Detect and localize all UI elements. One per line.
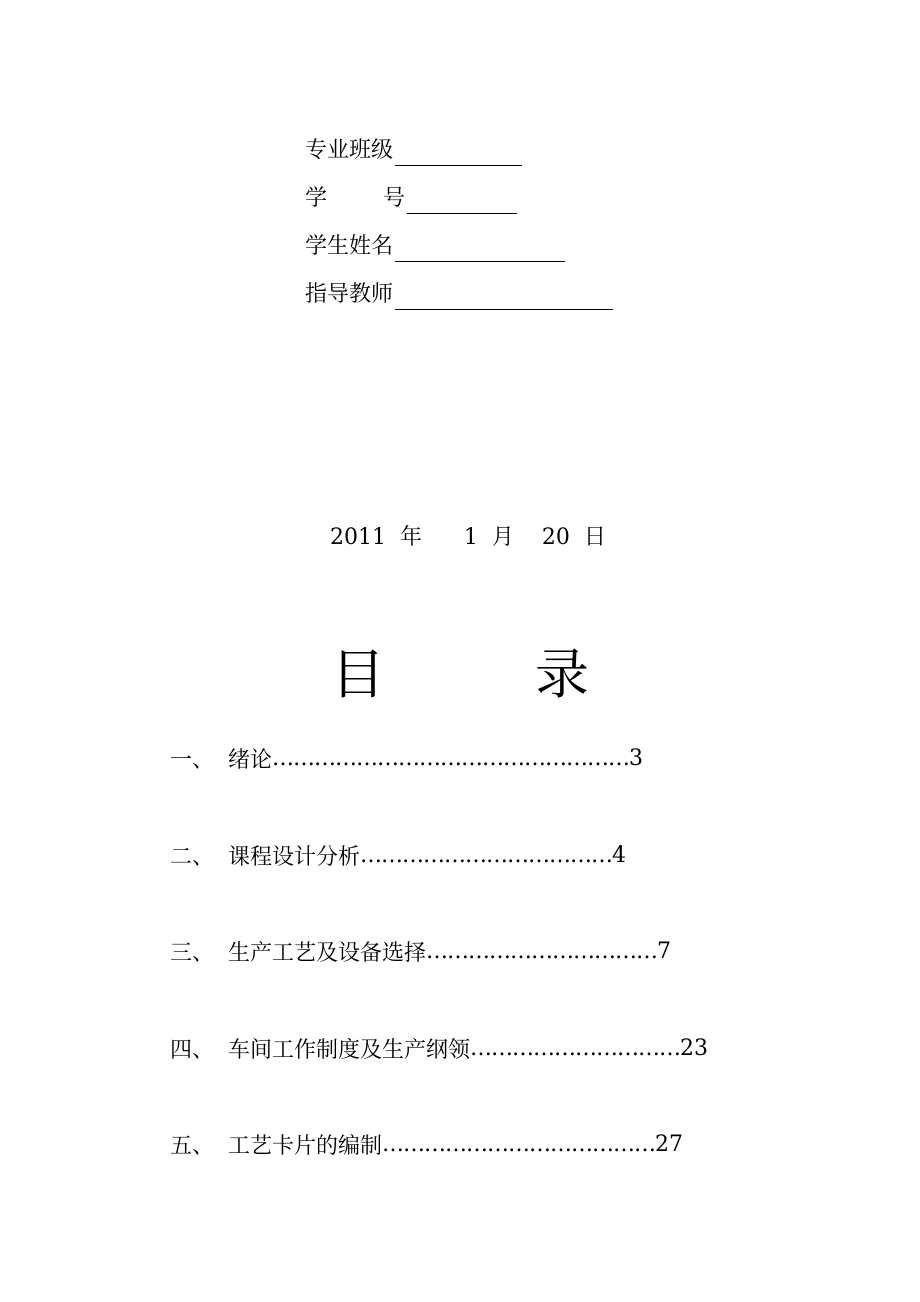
toc-entry-number: 五、	[170, 1133, 215, 1159]
fill-in-line	[407, 189, 517, 214]
field-major-class	[305, 118, 613, 166]
toc-leader-dots: …………………………	[470, 1035, 681, 1061]
toc-entry-number: 四、	[170, 1037, 215, 1063]
fill-in-line	[395, 285, 613, 310]
toc-entry-number: 二、	[170, 844, 215, 870]
toc-title	[0, 640, 920, 710]
cover-fields	[305, 118, 613, 310]
toc-entry-title: 课程设计分析	[228, 844, 361, 870]
toc-leader-dots: ………………………………	[360, 842, 613, 868]
toc-entry[interactable]	[170, 1028, 708, 1068]
toc-entry[interactable]	[170, 835, 626, 875]
toc-entry-number: 三、	[170, 940, 215, 966]
toc-entry-title: 工艺卡片的编制	[228, 1133, 383, 1159]
toc-entry-title: 绪论	[228, 747, 273, 773]
toc-title-right: 录	[535, 643, 589, 706]
field-advisor	[305, 262, 613, 310]
toc-entry-page: 4	[612, 842, 627, 868]
field-student-name	[305, 214, 613, 262]
field-label: 学 号	[305, 186, 405, 211]
field-label: 专业班级	[305, 138, 394, 163]
toc-entry[interactable]	[170, 931, 671, 971]
toc-leader-dots: ……………………………………………	[272, 745, 630, 771]
toc-entry-page: 23	[680, 1035, 709, 1061]
field-student-id	[305, 166, 613, 214]
toc-entry-page: 7	[657, 938, 672, 964]
toc-entry-page: 27	[655, 1131, 684, 1157]
cover-date: 2011 年 1 月 20 日	[330, 525, 606, 550]
toc-title-left: 目	[331, 643, 385, 706]
field-label: 学生姓名	[305, 234, 394, 259]
toc-entry-title: 生产工艺及设备选择	[228, 940, 427, 966]
toc-entry[interactable]	[170, 738, 643, 778]
toc-entry-number: 一、	[170, 747, 215, 773]
toc-entry-title: 车间工作制度及生产纲领	[228, 1037, 471, 1063]
toc-entry-page: 3	[629, 745, 644, 771]
toc-leader-dots: ……………………………	[426, 938, 658, 964]
fill-in-line	[395, 141, 522, 166]
fill-in-line	[395, 237, 565, 262]
toc-entry[interactable]	[170, 1124, 683, 1164]
field-label: 指导教师	[305, 282, 394, 307]
toc-leader-dots: …………………………………	[382, 1131, 656, 1157]
